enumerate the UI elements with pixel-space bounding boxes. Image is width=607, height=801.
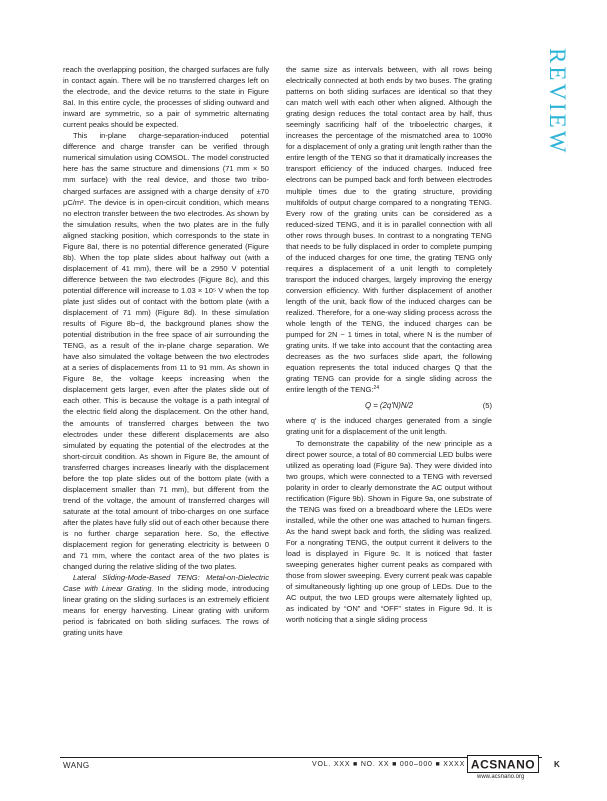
journal-url: www.acsnano.org <box>477 774 525 780</box>
journal-logo <box>467 755 539 773</box>
paragraph <box>286 64 492 395</box>
equation-body: Q = (2q′N)N/2 <box>364 401 414 411</box>
page-number: K <box>554 760 560 769</box>
paragraph: reach the overlapping position, the charged surfaces are fully in contact again. There will be no transferred charges left on the electrode, and the device returns to the state in Figure 8aI. In this entire cycle, the processes of sliding outward and inward are symmetric, so a pair of symmetric alternating current peaks should be expected. <box>63 65 269 130</box>
right-column <box>286 64 492 625</box>
journal-logo-text: ACSNANO <box>470 757 536 772</box>
paragraph-text: the same size as intervals between, with all rows being electrically connected at both ends by two buses. The grating patterns on both sliding surfaces are identical so that they can match well with each other when aligned. Although the grating design reduces the total contact area by half, thus seemingly sacrificing half of the triboelectric charges, it increases the percentage of the mismatched area to 100% for a displacement of only a grating unit length rather than the entire length of the TENG so that it dramatically increases the transport efficiency of the induced charges. Induced free electrons can be pumped back and forth between electrodes multiple times due to the grating structure, providing multifolds of output charge compared to a nongrating TENG. Every row of the grating units can be considered as a reduced-sized TENG, and it is in parallel connection with all other rows through buses. In contrast to a nongrating TENG that needs to be fully displaced in order to complete pumping of the induced charges for one time, the grating TENG only requires a displacement of a unit length to completely transport the induced charges, largely improving the energy conversion efficiency. With further displacement of another length of the unit, back flow of the induced charges can be realized. Therefore, for a one-way sliding process across the whole length of the TENG, the induced charges can be pumped for 2N − 1 times in total, where N is the number of grating units. If we take into account that the contacting area decreases as the two surfaces slide apart, the following equation represents the total induced charges Q that the grating TENG can provide for a single sliding across the entire length of the TENG: <box>286 65 492 395</box>
paragraph: where q′ is the induced charges generated from a single grating unit for a displacement of the unit length. <box>286 416 492 437</box>
paragraph: This in-plane charge-separation-induced potential difference and charge transfer can be verified through numerical simulation using COMSOL. The model constructed here has the same structure and dimensions (71 mm × 50 mm surface) with the real device, and those two tribo-charged surfaces are assigned with a charge density of ±70 μC/m². The device is in open-circuit condition, which means no electron transfer between the two electrodes. As shown by the simulation results, when the two plates are in the fully aligned stacking position, which corresponds to the state in Figure 8aI, there is no potential difference generated (Figure 8b). When the top plate slides about halfway out (with a displacement of 41 mm), there will be a 2950 V potential difference between the two electrodes (Figure 8c), and this potential difference will increase to 1.03 × 10⁵ V when the top plate just slides out of contact with the bottom plate (with a displacement of 71 mm) (Figure 8d). In these simulation results of Figure 8b−d, the background planes show the potential distribution in the free space of air surrounding the TENG, as a result of the in-plane charge separation. We have also simulated the voltage between the two electrodes at a series of displacements from 11 to 91 mm. As shown in Figure 8e, the voltage keeps increasing when the displacement gets larger, even after the plates slide out of each other. This is because the voltage is a path integral of the electric field along the displacement. On the other hand, the amounts of transferred charges between the two electrodes under these different displacements are also simulated by equating the potential of the electrodes at the short-circuit condition. As shown in Figure 8e, the amount of transferred charges increases linearly with the displacement before the top plate slides out of the bottom plate (with a displacement smaller than 71 mm), but different from the trend of the voltage, the amount of transferred charges will saturate at the total amount of tribo-charges on one surface after the plates have fully slid out of each other because there is no further charge separation here. So, the effective displacement region for generating electricity is between 0 and 71 mm, where the contact area of the two plates is changed during the relative sliding of the two plates. <box>63 131 269 572</box>
paragraph-text: In the sliding mode, introducing linear grating on the sliding surfaces is an extremely efficient means for energy harvesting. Linear grating with uniform period is fabricated on both sliding surfaces. The rows of grating units have <box>63 584 270 638</box>
left-column <box>63 64 269 638</box>
equation-number: (5) <box>482 401 492 411</box>
footer-author: WANG <box>63 761 90 770</box>
paragraph: To demonstrate the capability of the new principle as a direct power source, a total of 80 commercial LED bulbs were utilized as operating load (Figure 9a). They were divided into two groups, which were connected to a TENG with reversed polarity in order to clearly demonstrate the AC output without rectification (Figure 9b). Shown in Figure 9a, one substrate of the TENG was fixed on a breadboard where the LEDs were installed, while the other one was attached to human fingers. As the hand swept back and forth, the sliding was realized. For a nongrating TENG, the output current it delivers to the load is displayed in Figure 9c. It is noticed that faster sweeping generates higher current peaks as compared with those from slower sweeping. Every current peak was capable of simultaneously lighting up one group of LEDs. Due to the AC output, the two LED groups were alternately lighted up, as indicated by “ON” and “OFF” states in Figure 9d. It is worth noticing that a single sliding process <box>286 438 492 625</box>
paragraph <box>63 572 269 638</box>
section-heading: Lateral Sliding-Mode-Based TENG: Metal-on-Dielectric Case with Linear Grating. <box>63 573 269 594</box>
footer-volume-line: VOL. XXX ■ NO. XX ■ 000–000 ■ XXXX <box>312 761 466 768</box>
section-tab-review: REVIEW <box>545 48 570 156</box>
equation <box>286 398 492 413</box>
citation-ref: 24 <box>373 385 380 392</box>
